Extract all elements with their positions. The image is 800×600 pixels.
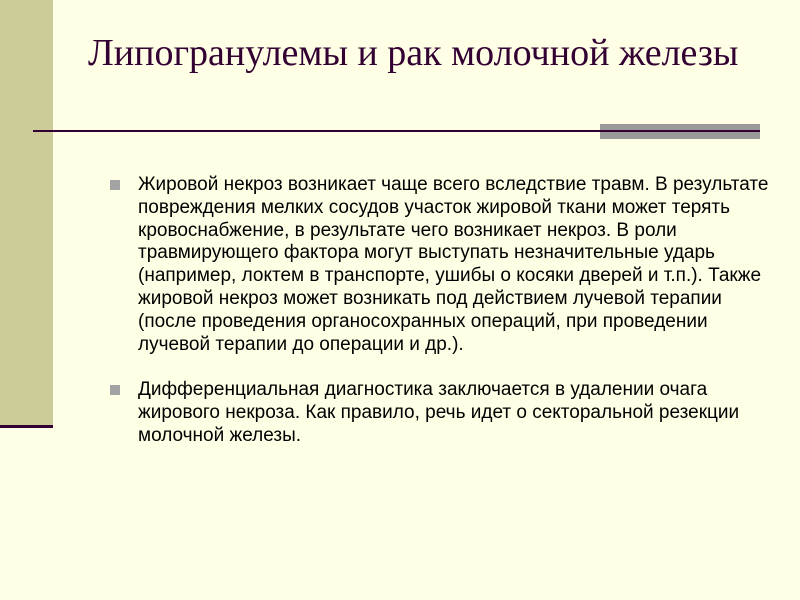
- left-decorative-bar: [0, 0, 53, 425]
- bullet-text: Жировой некроз возникает чаще всего вследствие травм. В результате повреждения мелких сосудов участок жировой ткани может терять кровоснабжение, в результате чего возникает некроз. В роли травмирующего фактора могут выступать незначительные ударь (например, локтем в транспорте, ушибы о косяки дверей и т.п.). Также жировой некроз может возникать под действием лучевой терапии (после проведения органосохранных операций, при проведении лучевой терапии до операции и др.).: [138, 174, 769, 355]
- title-accent-line: [600, 130, 760, 132]
- bullet-item-differential-diagnosis: [110, 379, 770, 447]
- bullet-item-trauma-necrosis: [110, 174, 770, 356]
- bullet-text: Дифференциальная диагностика заключается в удалении очага жирового некроза. Как правило, речь идет о секторальной резекции молочной железы.: [138, 379, 740, 446]
- title-underline: [33, 130, 600, 132]
- square-bullet-icon: [110, 180, 120, 190]
- slide-title: Липогранулемы и рак молочной железы: [88, 32, 739, 74]
- square-bullet-icon: [110, 385, 120, 395]
- left-bar-bottom-line: [0, 425, 53, 428]
- slide-content: [110, 174, 770, 448]
